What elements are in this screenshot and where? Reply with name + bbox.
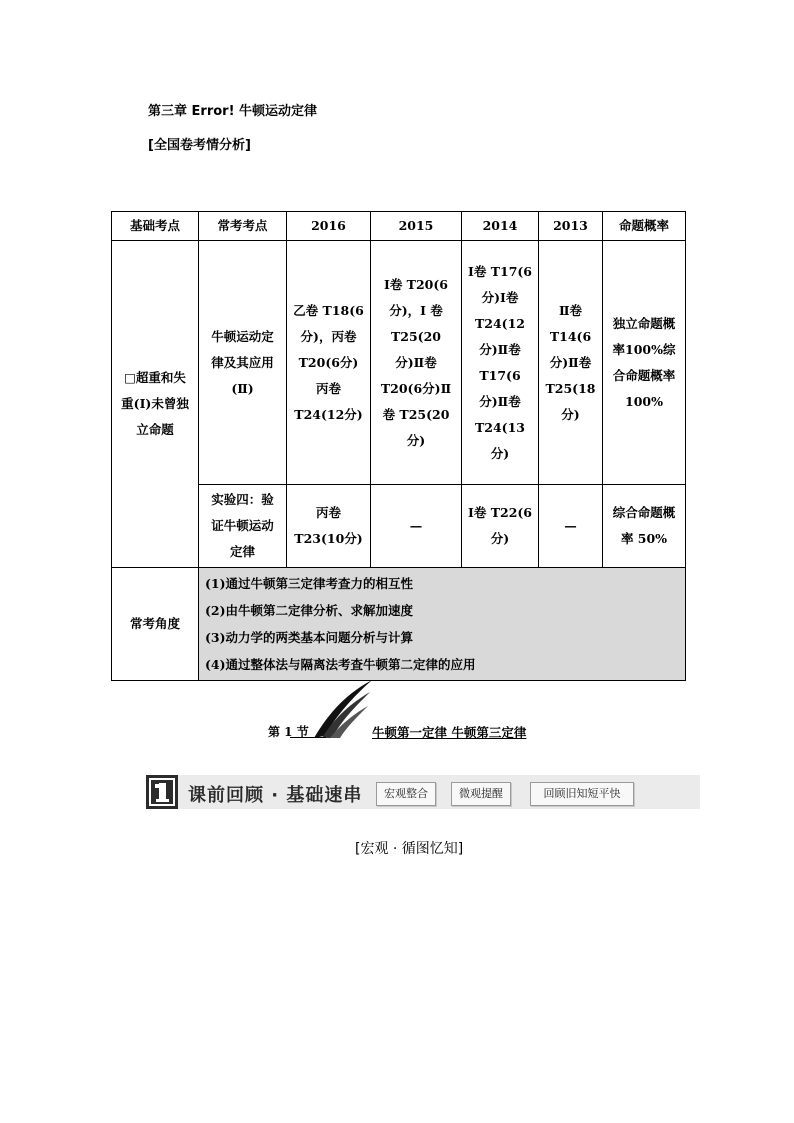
section-arrow-icon [312, 678, 374, 740]
cell-2014-text: Ⅰ卷 T22(6分) [468, 505, 533, 546]
common-point-cell [199, 485, 287, 568]
cell-2015 [371, 241, 462, 485]
table-row [112, 485, 686, 568]
cell-2014 [462, 241, 539, 485]
number-one-icon [146, 775, 178, 809]
cell-2015-text: Ⅰ卷 T20(6分)，Ⅰ 卷 T25(20分)Ⅱ卷 T20(6分)Ⅱ卷 T25(20分) [380, 276, 452, 448]
probability-text: 独立命题概率100%综合命题概率100% [612, 315, 676, 409]
cell-2015-text: — [409, 518, 423, 533]
tab-micro-reminder[interactable]: 微观提醒 [451, 782, 511, 806]
angle-label-cell: 常考角度 [112, 568, 199, 681]
header-basic-point: 基础考点 [112, 212, 199, 241]
cell-2016 [287, 485, 371, 568]
common-point-cell [199, 241, 287, 485]
cell-2013-text: Ⅱ卷 T14(6分)Ⅱ卷 T25(18分) [545, 302, 596, 422]
common-point-text: 牛顿运动定律及其应用(Ⅱ) [211, 328, 274, 396]
angles-cell [199, 568, 686, 681]
section-number: 第 1 节 [268, 725, 309, 739]
table-header-row [112, 212, 686, 241]
table-row [112, 241, 686, 485]
cell-2016 [287, 241, 371, 485]
banner-title: 课前回顾 · 基础速串 [188, 785, 363, 806]
angle-item: (4)通过整体法与隔离法考查牛顿第二定律的应用 [205, 657, 476, 672]
probability-cell [603, 241, 686, 485]
tab-review-knowledge[interactable]: 回顾旧知短平快 [530, 782, 634, 806]
cell-2013-text: — [564, 518, 577, 533]
header-probability: 命题概率 [603, 212, 686, 241]
section-divider [290, 737, 326, 738]
chapter-title: 第三章 Error! 牛顿运动定律 [148, 104, 318, 119]
subheading: [宏观 · 循图忆知] [355, 841, 464, 857]
header-2016: 2016 [287, 212, 371, 241]
header-2014: 2014 [462, 212, 539, 241]
angle-item: (1)通过牛顿第三定律考查力的相互性 [205, 576, 414, 591]
common-point-text: 实验四：验证牛顿运动定律 [211, 492, 274, 559]
header-2013: 2013 [539, 212, 603, 241]
basic-point-text: □超重和失重(Ⅰ)未曾独立命题 [121, 370, 189, 437]
probability-text: 综合命题概率 50% [612, 505, 676, 546]
angle-item: (3)动力学的两类基本问题分析与计算 [205, 630, 414, 645]
cell-2016-text: 乙卷 T18(6分)，丙卷 T20(6分)丙卷 T24(12分) [293, 302, 364, 422]
basic-point-cell [112, 241, 199, 568]
section-title: 牛顿第一定律 牛顿第三定律 [372, 725, 527, 740]
header-2015: 2015 [371, 212, 462, 241]
cell-2014-text: Ⅰ卷 T17(6分)Ⅰ卷 T24(12分)Ⅱ卷 T17(6分)Ⅱ卷 T24(13分) [468, 263, 533, 461]
cell-2015 [371, 485, 462, 568]
cell-2014 [462, 485, 539, 568]
angle-item: (2)由牛顿第二定律分析、求解加速度 [205, 603, 414, 618]
exam-analysis-table [111, 211, 686, 681]
tab-macro-integration[interactable]: 宏观整合 [376, 782, 436, 806]
angles-row [112, 568, 686, 681]
header-common-point: 常考考点 [199, 212, 287, 241]
cell-2016-text: 丙卷 T23(10分) [294, 505, 363, 546]
cell-2013 [539, 241, 603, 485]
cell-2013 [539, 485, 603, 568]
probability-cell [603, 485, 686, 568]
section-label: [全国卷考情分析] [148, 138, 251, 153]
